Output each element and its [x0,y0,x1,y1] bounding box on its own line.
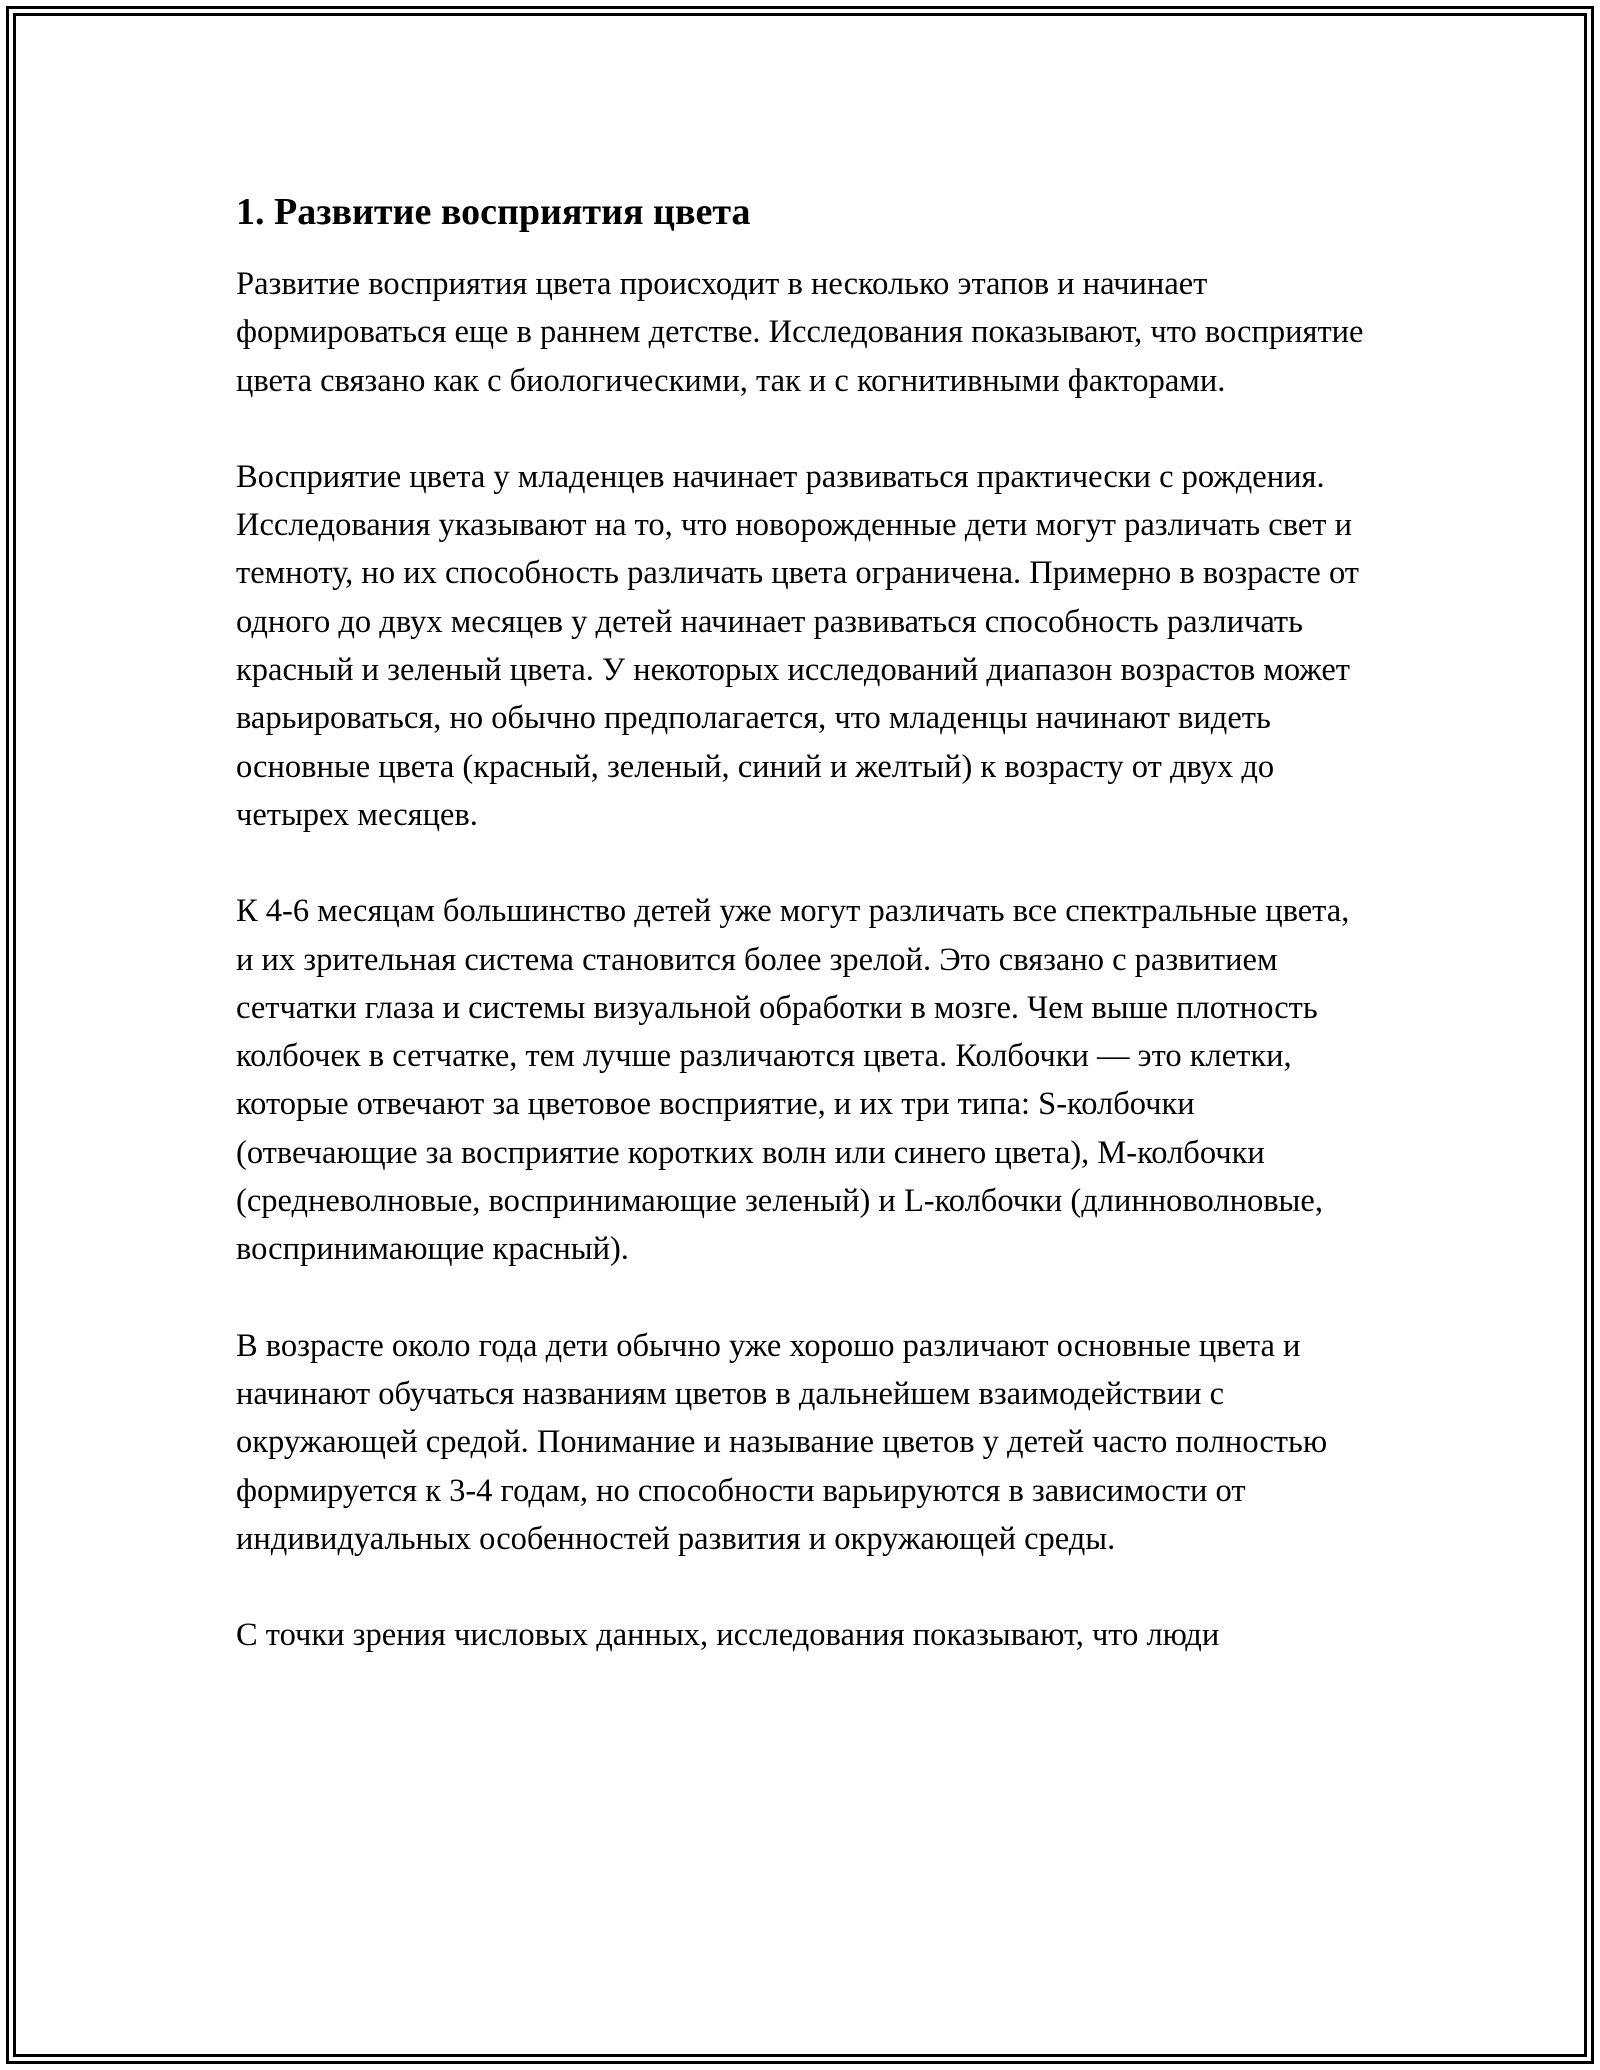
paragraph-infants: Восприятие цвета у младенцев начинает развиваться практически с рождения. Исследования указывают на то, что новорожденные дети могут различать свет и темноту, но их способность различать цвета ограничена. Примерно в возрасте от одного до двух месяцев у детей начинает развиваться способность различать красный и зеленый цвета. У некоторых исследований диапазон возрастов может варьироваться, но обычно предполагается, что младенцы начинают видеть основные цвета (красный, зеленый, синий и желтый) к возрасту от двух до четырех месяцев. [236,458,1359,833]
paragraph-one-year: В возрасте около года дети обычно уже хорошо различают основные цвета и начинают обучаться названиям цветов в дальнейшем взаимодействии с окружающей средой. Понимание и называние цветов у детей часто полностью формируется к 3-4 годам, но способности варьируются в зависимости от индивидуальных особенностей развития и окружающей среды. [236,1327,1328,1557]
paragraph-cones: К 4-6 месяцам большинство детей уже могут различать все спектральные цвета, и их зрительная система становится более зрелой. Это связано с развитием сетчатки глаза и системы визуальной обработки в мозге. Чем выше плотность колбочек в сетчатке, тем лучше различаются цвета. Колбочки — это клетки, которые отвечают за цветовое восприятие, и их три типа: S-колбочки (отвечающие за восприятие коротких волн или синего цвета), M-колбочки (средневолновые, воспринимающие зеленый) и L-колбочки (длинноволновые, воспринимающие красный). [236,893,1350,1268]
paragraph-intro: Развитие восприятия цвета происходит в несколько этапов и начинает формироваться еще в раннем детстве. Исследования показывают, что восприятие цвета связано как с биологическими, так и с когнитивными факторами. [236,266,1364,399]
document-body [236,186,1366,1707]
paragraph-numeric: С точки зрения числовых данных, исследования показывают, что люди [236,1617,1220,1654]
section-heading: 1. Развитие восприятия цвета [236,191,751,233]
